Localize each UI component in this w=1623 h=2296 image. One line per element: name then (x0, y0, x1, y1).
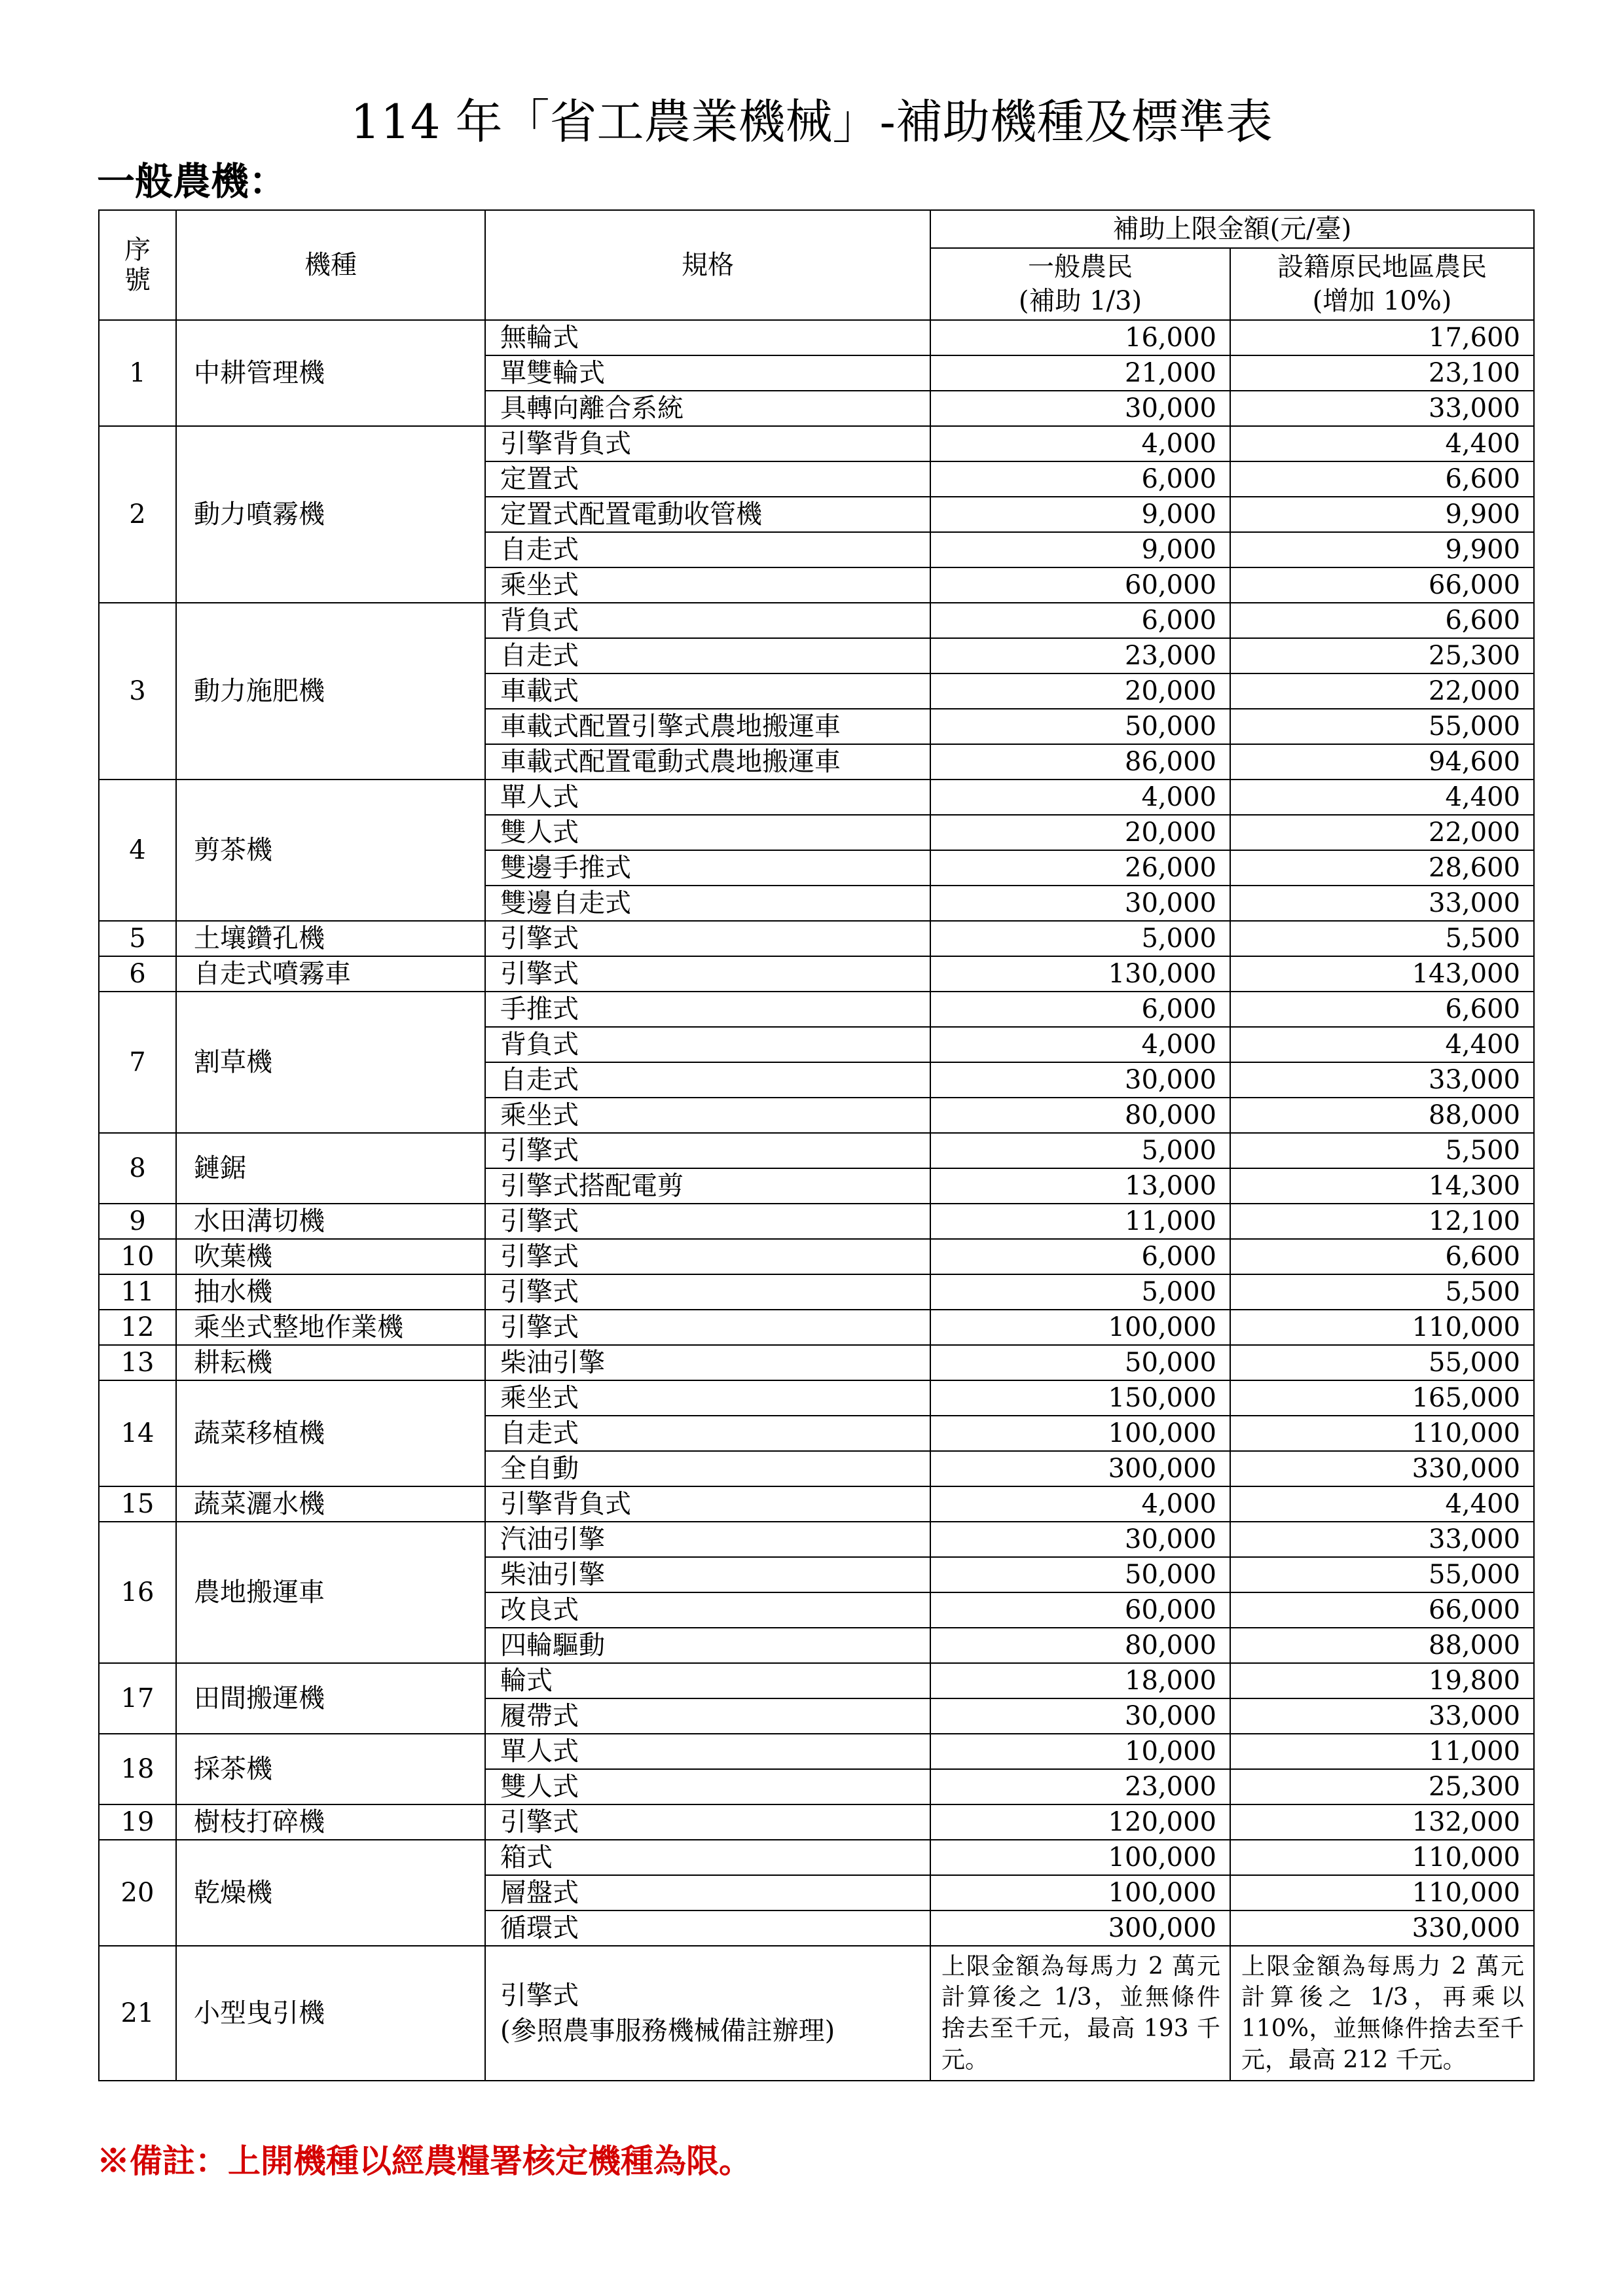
table-row (99, 1239, 1534, 1274)
spec-cell: 車載式 (485, 673, 930, 709)
general-amount-cell: 100,000 (930, 1310, 1230, 1345)
general-amount-cell: 150,000 (930, 1380, 1230, 1416)
table-row (99, 426, 1534, 461)
table-row (99, 1804, 1534, 1840)
table-row (99, 603, 1534, 638)
header-indigenous-farmer (1230, 248, 1534, 320)
indigenous-amount-cell: 5,500 (1230, 921, 1534, 956)
indigenous-amount-cell: 23,100 (1230, 355, 1534, 391)
indigenous-amount-cell: 33,000 (1230, 1698, 1534, 1734)
indigenous-amount-cell: 9,900 (1230, 497, 1534, 532)
general-amount-cell: 5,000 (930, 1274, 1230, 1310)
spec-cell: 柴油引擎 (485, 1345, 930, 1380)
section-heading: 一般農機： (97, 159, 287, 204)
header-subsidy-group: 補助上限金額(元/臺) (930, 210, 1534, 248)
page-title: 114 年「省工農業機械」-補助機種及標準表 (350, 94, 1273, 149)
spec-cell: 引擎式 (485, 1274, 930, 1310)
table-header (99, 210, 1534, 320)
general-amount-cell: 4,000 (930, 780, 1230, 815)
general-amount-cell: 50,000 (930, 709, 1230, 744)
table-row (99, 921, 1534, 956)
general-amount-cell: 100,000 (930, 1875, 1230, 1910)
table-row (99, 1274, 1534, 1310)
table-row (99, 1663, 1534, 1698)
spec-cell: 引擎式 (485, 1310, 930, 1345)
indigenous-amount-cell: 25,300 (1230, 1769, 1534, 1804)
spec-cell: 自走式 (485, 638, 930, 673)
spec-cell: 引擎背負式 (485, 426, 930, 461)
indigenous-amount-cell: 110,000 (1230, 1310, 1534, 1345)
general-amount-cell: 30,000 (930, 1522, 1230, 1557)
header-spec: 規格 (485, 210, 930, 320)
seq-cell: 6 (99, 956, 176, 992)
general-amount-cell: 30,000 (930, 886, 1230, 921)
seq-cell: 16 (99, 1522, 176, 1663)
table-row (99, 1522, 1534, 1557)
general-amount-cell: 9,000 (930, 532, 1230, 567)
general-amount-cell: 30,000 (930, 1062, 1230, 1098)
header-machine: 機種 (176, 210, 485, 320)
machine-cell: 動力噴霧機 (176, 426, 485, 603)
machine-cell: 土壤鑽孔機 (176, 921, 485, 956)
header-general-label: 一般農民 (1028, 252, 1133, 282)
spec-cell: 改良式 (485, 1592, 930, 1628)
header-indigenous-note: (增加 10%) (1312, 286, 1452, 316)
general-amount-cell: 130,000 (930, 956, 1230, 992)
seq-cell: 3 (99, 603, 176, 780)
seq-cell: 7 (99, 992, 176, 1133)
indigenous-amount-cell: 66,000 (1230, 567, 1534, 603)
general-amount-cell: 20,000 (930, 673, 1230, 709)
indigenous-amount-cell: 55,000 (1230, 1345, 1534, 1380)
spec-cell: 單雙輪式 (485, 355, 930, 391)
spec-cell: 車載式配置引擎式農地搬運車 (485, 709, 930, 744)
seq-cell: 18 (99, 1734, 176, 1804)
general-amount-cell: 50,000 (930, 1345, 1230, 1380)
seq-cell: 5 (99, 921, 176, 956)
indigenous-amount-cell: 22,000 (1230, 673, 1534, 709)
indigenous-amount-cell: 17,600 (1230, 320, 1534, 355)
table-row (99, 320, 1534, 355)
general-amount-cell: 6,000 (930, 1239, 1230, 1274)
indigenous-amount-cell: 110,000 (1230, 1875, 1534, 1910)
general-amount-cell: 100,000 (930, 1416, 1230, 1451)
table-row (99, 1204, 1534, 1239)
indigenous-amount-cell: 4,400 (1230, 1027, 1534, 1062)
indigenous-amount-cell: 110,000 (1230, 1416, 1534, 1451)
spec-cell: 自走式 (485, 532, 930, 567)
spec-cell: 自走式 (485, 1062, 930, 1098)
table-row (99, 1840, 1534, 1875)
table-row (99, 956, 1534, 992)
spec-note: (參照農事服務機械備註辦理) (500, 2016, 835, 2046)
spec-cell: 具轉向離合系統 (485, 391, 930, 426)
spec-cell: 引擎背負式 (485, 1486, 930, 1522)
indigenous-amount-cell: 9,900 (1230, 532, 1534, 567)
indigenous-amount-cell: 6,600 (1230, 1239, 1534, 1274)
spec-cell: 四輪驅動 (485, 1628, 930, 1663)
seq-cell: 19 (99, 1804, 176, 1840)
seq-cell: 10 (99, 1239, 176, 1274)
spec-cell: 輪式 (485, 1663, 930, 1698)
indigenous-amount-cell: 66,000 (1230, 1592, 1534, 1628)
indigenous-amount-cell: 4,400 (1230, 780, 1534, 815)
indigenous-amount-cell: 110,000 (1230, 1840, 1534, 1875)
spec-cell: 履帶式 (485, 1698, 930, 1734)
indigenous-amount-cell: 88,000 (1230, 1098, 1534, 1133)
general-amount-cell: 20,000 (930, 815, 1230, 850)
seq-cell: 11 (99, 1274, 176, 1310)
general-amount-cell: 4,000 (930, 1027, 1230, 1062)
general-amount-cell: 80,000 (930, 1628, 1230, 1663)
seq-cell: 20 (99, 1840, 176, 1946)
general-amount-cell: 26,000 (930, 850, 1230, 886)
header-general-farmer (930, 248, 1230, 320)
indigenous-amount-cell: 33,000 (1230, 1062, 1534, 1098)
general-amount-cell: 50,000 (930, 1557, 1230, 1592)
machine-cell: 農地搬運車 (176, 1522, 485, 1663)
indigenous-amount-cell: 88,000 (1230, 1628, 1534, 1663)
indigenous-amount-cell: 19,800 (1230, 1663, 1534, 1698)
indigenous-amount-note: 上限金額為每馬力 2 萬元計算後之 1/3，再乘以 110%，並無條件捨去至千元，最高 212 千元。 (1230, 1946, 1534, 2081)
general-amount-cell: 86,000 (930, 744, 1230, 780)
general-amount-cell: 10,000 (930, 1734, 1230, 1769)
indigenous-amount-cell: 132,000 (1230, 1804, 1534, 1840)
indigenous-amount-cell: 4,400 (1230, 426, 1534, 461)
general-amount-cell: 4,000 (930, 426, 1230, 461)
spec-cell: 層盤式 (485, 1875, 930, 1910)
spec-cell: 引擎式 (485, 921, 930, 956)
machine-cell: 乾燥機 (176, 1840, 485, 1946)
general-amount-cell: 6,000 (930, 603, 1230, 638)
seq-cell: 13 (99, 1345, 176, 1380)
spec-cell: 引擎式 (485, 1239, 930, 1274)
indigenous-amount-cell: 28,600 (1230, 850, 1534, 886)
seq-cell: 8 (99, 1133, 176, 1204)
seq-cell: 17 (99, 1663, 176, 1734)
machine-cell: 吹葉機 (176, 1239, 485, 1274)
spec-cell: 定置式配置電動收管機 (485, 497, 930, 532)
spec-cell: 雙人式 (485, 1769, 930, 1804)
indigenous-amount-cell: 165,000 (1230, 1380, 1534, 1416)
indigenous-amount-cell: 330,000 (1230, 1451, 1534, 1486)
machine-cell: 樹枝打碎機 (176, 1804, 485, 1840)
general-amount-cell: 60,000 (930, 1592, 1230, 1628)
indigenous-amount-cell: 22,000 (1230, 815, 1534, 850)
spec-cell: 雙邊自走式 (485, 886, 930, 921)
general-amount-cell: 5,000 (930, 921, 1230, 956)
machine-cell: 自走式噴霧車 (176, 956, 485, 992)
spec-cell: 定置式 (485, 461, 930, 497)
spec-line: 引擎式 (500, 1981, 579, 2011)
table-row (99, 1486, 1534, 1522)
table-row (99, 1310, 1534, 1345)
general-amount-cell: 16,000 (930, 320, 1230, 355)
spec-cell: 乘坐式 (485, 1098, 930, 1133)
spec-cell: 全自動 (485, 1451, 930, 1486)
indigenous-amount-cell: 94,600 (1230, 744, 1534, 780)
header-indigenous-label: 設籍原民地區農民 (1277, 252, 1487, 282)
spec-cell: 乘坐式 (485, 567, 930, 603)
indigenous-amount-cell: 6,600 (1230, 992, 1534, 1027)
table-row (99, 992, 1534, 1027)
general-amount-cell: 11,000 (930, 1204, 1230, 1239)
table-row (99, 1734, 1534, 1769)
indigenous-amount-cell: 11,000 (1230, 1734, 1534, 1769)
table-row (99, 1133, 1534, 1168)
table-body (99, 320, 1534, 2081)
indigenous-amount-cell: 14,300 (1230, 1168, 1534, 1204)
spec-cell: 引擎式 (485, 1133, 930, 1168)
indigenous-amount-cell: 25,300 (1230, 638, 1534, 673)
spec-cell: 汽油引擎 (485, 1522, 930, 1557)
general-amount-cell: 120,000 (930, 1804, 1230, 1840)
indigenous-amount-cell: 12,100 (1230, 1204, 1534, 1239)
general-amount-cell: 300,000 (930, 1451, 1230, 1486)
spec-cell: 自走式 (485, 1416, 930, 1451)
general-amount-cell: 300,000 (930, 1910, 1230, 1946)
indigenous-amount-cell: 143,000 (1230, 956, 1534, 992)
general-amount-cell: 60,000 (930, 567, 1230, 603)
indigenous-amount-cell: 6,600 (1230, 603, 1534, 638)
machine-cell: 小型曳引機 (176, 1946, 485, 2081)
indigenous-amount-cell: 55,000 (1230, 709, 1534, 744)
general-amount-cell: 23,000 (930, 1769, 1230, 1804)
remark-note: ※備註：上開機種以經農糧署核定機種為限。 (97, 2142, 752, 2180)
seq-cell: 15 (99, 1486, 176, 1522)
seq-cell: 2 (99, 426, 176, 603)
general-amount-cell: 5,000 (930, 1133, 1230, 1168)
spec-cell: 柴油引擎 (485, 1557, 930, 1592)
seq-cell: 4 (99, 780, 176, 921)
seq-cell: 14 (99, 1380, 176, 1486)
general-amount-cell: 23,000 (930, 638, 1230, 673)
indigenous-amount-cell: 33,000 (1230, 886, 1534, 921)
machine-cell: 採茶機 (176, 1734, 485, 1804)
general-amount-cell: 6,000 (930, 992, 1230, 1027)
spec-cell: 無輪式 (485, 320, 930, 355)
header-seq: 序號 (99, 210, 176, 320)
general-amount-cell: 21,000 (930, 355, 1230, 391)
table-row (99, 780, 1534, 815)
machine-cell: 乘坐式整地作業機 (176, 1310, 485, 1345)
spec-cell: 乘坐式 (485, 1380, 930, 1416)
table-row (99, 1345, 1534, 1380)
table-row (99, 1380, 1534, 1416)
spec-cell: 引擎式 (485, 1204, 930, 1239)
general-amount-cell: 30,000 (930, 1698, 1230, 1734)
indigenous-amount-cell: 33,000 (1230, 391, 1534, 426)
general-amount-cell: 6,000 (930, 461, 1230, 497)
spec-cell: 引擎式搭配電剪 (485, 1168, 930, 1204)
table-row-21 (99, 1946, 1534, 2081)
indigenous-amount-cell: 330,000 (1230, 1910, 1534, 1946)
seq-cell: 21 (99, 1946, 176, 2081)
spec-cell: 車載式配置電動式農地搬運車 (485, 744, 930, 780)
machine-cell: 鏈鋸 (176, 1133, 485, 1204)
general-amount-cell: 80,000 (930, 1098, 1230, 1133)
general-amount-cell: 4,000 (930, 1486, 1230, 1522)
spec-cell: 雙人式 (485, 815, 930, 850)
machine-cell: 蔬菜移植機 (176, 1380, 485, 1486)
indigenous-amount-cell: 33,000 (1230, 1522, 1534, 1557)
general-amount-cell: 100,000 (930, 1840, 1230, 1875)
spec-cell: 雙邊手推式 (485, 850, 930, 886)
indigenous-amount-cell: 5,500 (1230, 1133, 1534, 1168)
spec-cell: 循環式 (485, 1910, 930, 1946)
machine-cell: 抽水機 (176, 1274, 485, 1310)
spec-cell: 引擎式 (485, 956, 930, 992)
spec-cell: 背負式 (485, 603, 930, 638)
general-amount-cell: 9,000 (930, 497, 1230, 532)
spec-cell: 箱式 (485, 1840, 930, 1875)
spec-cell: 引擎式 (485, 1804, 930, 1840)
spec-cell: 背負式 (485, 1027, 930, 1062)
machine-cell: 動力施肥機 (176, 603, 485, 780)
spec-cell (485, 1946, 930, 2081)
indigenous-amount-cell: 4,400 (1230, 1486, 1534, 1522)
indigenous-amount-cell: 55,000 (1230, 1557, 1534, 1592)
indigenous-amount-cell: 5,500 (1230, 1274, 1534, 1310)
machine-cell: 中耕管理機 (176, 320, 485, 426)
seq-cell: 9 (99, 1204, 176, 1239)
general-amount-cell: 18,000 (930, 1663, 1230, 1698)
general-amount-note: 上限金額為每馬力 2 萬元計算後之 1/3，並無條件捨去至千元，最高 193 千元。 (930, 1946, 1230, 2081)
general-amount-cell: 30,000 (930, 391, 1230, 426)
seq-cell: 12 (99, 1310, 176, 1345)
machine-cell: 田間搬運機 (176, 1663, 485, 1734)
machine-cell: 耕耘機 (176, 1345, 485, 1380)
machine-cell: 蔬菜灑水機 (176, 1486, 485, 1522)
machine-cell: 割草機 (176, 992, 485, 1133)
seq-cell: 1 (99, 320, 176, 426)
indigenous-amount-cell: 6,600 (1230, 461, 1534, 497)
spec-cell: 手推式 (485, 992, 930, 1027)
spec-cell: 單人式 (485, 780, 930, 815)
machine-cell: 水田溝切機 (176, 1204, 485, 1239)
machine-cell: 剪茶機 (176, 780, 485, 921)
general-amount-cell: 13,000 (930, 1168, 1230, 1204)
spec-cell: 單人式 (485, 1734, 930, 1769)
subsidy-table (98, 209, 1535, 2081)
header-general-note: (補助 1/3) (1018, 286, 1142, 316)
